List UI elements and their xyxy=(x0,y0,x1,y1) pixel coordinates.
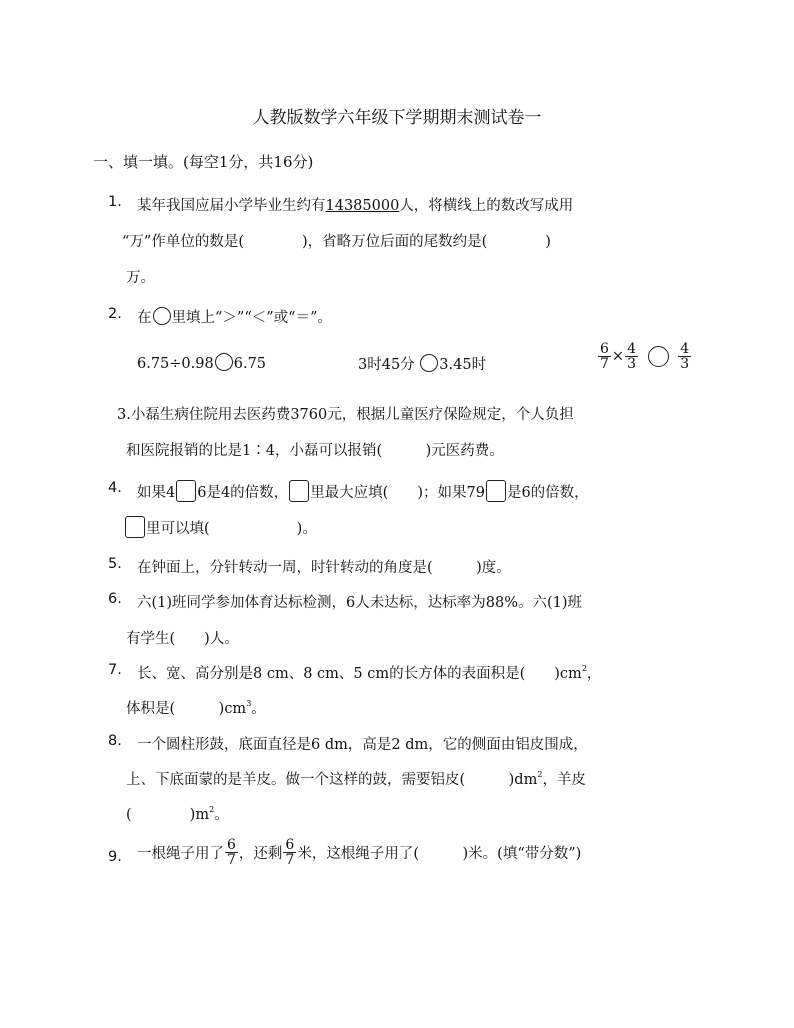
q4-line2 xyxy=(124,516,317,538)
q2-expr-1-left: 6.75÷0.98 xyxy=(137,356,214,372)
q8-number: 8. xyxy=(108,733,122,749)
q8-text-2: 上、下底面蒙的是羊皮。做一个这样的鼓，需要铝皮( )dm xyxy=(126,772,538,788)
digit-box-2[interactable] xyxy=(289,480,309,502)
q3-line1: 3.小磊生病住院用去医药费3760元，根据儿童医疗保险规定，个人负担 xyxy=(117,407,574,423)
q2-expr-2 xyxy=(358,353,486,374)
q1-line3: 万。 xyxy=(126,270,155,286)
q5-number: 5. xyxy=(108,556,122,572)
q2-expr-1 xyxy=(137,353,266,372)
fraction: $\frac{6}{7}$ xyxy=(285,837,295,868)
q2-expr-1-right: 6.75 xyxy=(233,356,267,372)
q8-text-3: ( )m xyxy=(126,807,210,823)
q4-text-a: 如果4 xyxy=(137,485,176,501)
compare-circle-1[interactable] xyxy=(215,353,233,371)
fraction: $\frac{4}{3}$ xyxy=(627,341,636,372)
q2-expr-3 xyxy=(597,342,692,371)
q1-line1 xyxy=(137,194,573,215)
q6-number: 6. xyxy=(108,591,122,607)
q2-instruction xyxy=(137,306,332,327)
q7-text-1: 长、宽、高分别是8 cm、8 cm、5 cm的长方体的表面积是( )cm xyxy=(137,666,582,682)
superscript: 3 xyxy=(246,699,252,708)
q7-end-2: 。 xyxy=(251,701,266,717)
q7-text-2: 体积是( )cm xyxy=(126,701,247,717)
q4-text-c: 里最大应填( )；如果79 xyxy=(310,485,485,501)
fraction: $\frac{6}{7}$ xyxy=(600,341,609,372)
q6-line2: 有学生( )人。 xyxy=(126,631,239,647)
q4-line1 xyxy=(137,480,589,502)
circle-blank-icon xyxy=(153,307,171,325)
page-title: 人教版数学六年级下学期期末测试卷一 xyxy=(252,108,542,128)
q9-text-a: 一根绳子用了 xyxy=(137,846,224,862)
q6-line1: 六(1)班同学参加体育达标检测，6人未达标，达标率为88%。六(1)班 xyxy=(137,595,583,611)
q7-line1 xyxy=(137,662,601,683)
digit-box-3[interactable] xyxy=(486,480,506,502)
q2-text-a: 在 xyxy=(137,310,152,326)
q2-expr-2-left: 3时45分 xyxy=(358,357,415,373)
q8-line1: 一个圆柱形鼓，底面直径是6 dm，高是2 dm，它的侧面由铝皮围成， xyxy=(137,737,588,753)
q2-text-b: 里填上“＞”“＜”或“＝”。 xyxy=(171,310,332,326)
superscript: 2 xyxy=(209,805,215,814)
fraction: $\frac{4}{3}$ xyxy=(680,341,690,372)
q9-number: 9. xyxy=(108,849,122,865)
superscript: 2 xyxy=(537,770,543,779)
superscript: 2 xyxy=(581,664,587,673)
section-heading: 一、填一填。(每空1分，共16分) xyxy=(93,153,314,171)
q3-line2: 和医院报销的比是1∶4，小磊可以报销( )元医药费。 xyxy=(126,443,504,459)
q7-line2 xyxy=(126,697,266,718)
fraction: $\frac{6}{7}$ xyxy=(227,837,236,868)
q2-expr-2-right: 3.45时 xyxy=(439,357,487,373)
q8-line2 xyxy=(126,768,586,789)
q9-text-c: 米，这根绳子用了( )米。(填“带分数”) xyxy=(297,846,582,862)
q8-end-2: 。 xyxy=(214,807,229,823)
q1-text-b: 人，将横线上的数改写成用 xyxy=(399,198,574,214)
q1-underlined-number: 14385000 xyxy=(325,198,400,214)
digit-box-1[interactable] xyxy=(176,480,196,502)
q9-text-b: ，还剩 xyxy=(238,846,283,862)
q9-line xyxy=(137,838,581,867)
q4-text-line2: 里可以填( )。 xyxy=(146,521,317,537)
q8-end-1: ，羊皮 xyxy=(542,772,586,788)
times-sign: × xyxy=(611,348,625,365)
q1-number: 1. xyxy=(108,194,122,210)
q5-text: 在钟面上，分针转动一周，时针转动的角度是( )度。 xyxy=(137,560,511,576)
q7-end-1: ， xyxy=(586,666,602,682)
compare-circle-2[interactable] xyxy=(420,354,438,372)
q4-text-d: 是6的倍数， xyxy=(506,485,589,501)
digit-box-4[interactable] xyxy=(125,516,145,538)
q1-text-a: 某年我国应届小学毕业生约有 xyxy=(137,198,326,214)
q4-number: 4. xyxy=(108,480,122,496)
q2-number: 2. xyxy=(108,306,122,322)
compare-circle-3[interactable] xyxy=(648,346,669,367)
q1-line2: “万”作单位的数是( )，省略万位后面的尾数约是( ) xyxy=(122,234,551,250)
q7-number: 7. xyxy=(108,662,122,678)
q8-line3 xyxy=(126,803,229,824)
q4-text-b: 6是4的倍数， xyxy=(197,485,289,501)
